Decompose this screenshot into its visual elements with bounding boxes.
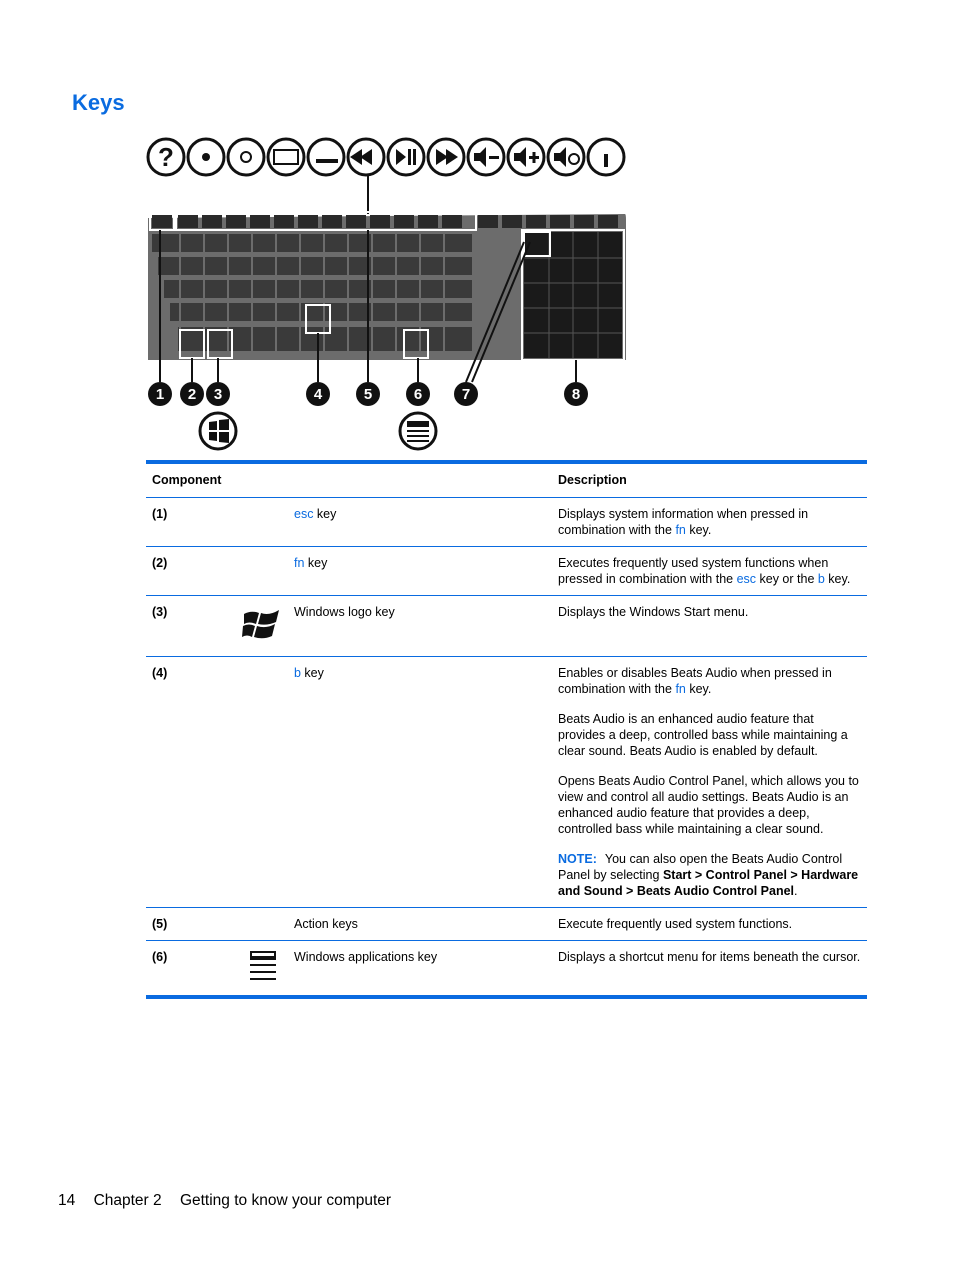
component-description: Enables or disables Beats Audio when pressed in combination with the fn key. Beats Audio is an enhanced audio feature that provides a deep, controlled bass while maintaining a clear sound. Beats Audio is enabled by default. Opens Beats Audio Control Panel, which allows you to view and control all audio settings. Beats Audio is an enhanced audio feature that provides a deep, controlled bass while maintaining a clear sound. NOTE: You can also open the Beats Audio Control Panel by selecting Start > Control Panel > Hardware and Sound > Beats Audio Control Panel. <box>552 657 867 908</box>
callout-6 <box>406 382 430 406</box>
svg-text:?: ? <box>158 142 174 172</box>
callout-7 <box>454 382 478 406</box>
svg-text:5: 5 <box>363 386 373 403</box>
component-description: Displays system information when pressed in combination with the fn key. <box>558 507 809 537</box>
applications-menu-icon <box>248 949 278 983</box>
table-row <box>146 498 867 547</box>
row-number: (4) <box>152 666 168 680</box>
component-name: b key <box>294 666 324 680</box>
component-description: Displays a shortcut menu for items beneath the cursor. <box>558 950 861 964</box>
keyboard-figure <box>140 130 640 460</box>
table-row <box>146 657 867 908</box>
svg-text:6: 6 <box>413 386 423 403</box>
header-description: Description <box>558 473 627 487</box>
action-key-icons <box>148 139 624 175</box>
svg-text:3: 3 <box>213 386 223 403</box>
component-name: esc key <box>294 507 337 521</box>
table-header-row <box>146 462 867 498</box>
component-name: Windows logo key <box>294 605 395 619</box>
component-description: Executes frequently used system functions when pressed in combination with the esc key or the b key. <box>558 556 851 586</box>
svg-text:4: 4 <box>313 386 323 403</box>
component-description: Execute frequently used system functions. <box>558 917 793 931</box>
callout-4 <box>306 382 330 406</box>
callout-3 <box>206 382 230 406</box>
row-number: (3) <box>152 605 168 619</box>
row-number: (5) <box>152 917 168 931</box>
row-number: (2) <box>152 556 168 570</box>
component-name: fn key <box>294 556 328 570</box>
page-number: 14 <box>58 1192 76 1209</box>
table-row <box>146 941 867 998</box>
brightness-up-icon <box>228 139 264 175</box>
page-footer <box>58 1192 405 1210</box>
svg-text:8: 8 <box>571 386 581 403</box>
row-number: (1) <box>152 507 168 521</box>
callout-1 <box>148 382 172 406</box>
applications-key-icon <box>400 413 436 449</box>
table-row <box>146 908 867 941</box>
callout-8 <box>564 382 588 406</box>
windows-logo-icon <box>242 606 282 644</box>
svg-text:7: 7 <box>461 386 471 403</box>
table-row <box>146 596 867 657</box>
callout-2 <box>180 382 204 406</box>
page-heading: Keys <box>72 90 125 115</box>
table-row <box>146 547 867 596</box>
row-number: (6) <box>152 950 168 964</box>
callout-5 <box>356 382 380 406</box>
component-name: Windows applications key <box>294 950 438 964</box>
svg-text:1: 1 <box>155 386 165 403</box>
component-description: Displays the Windows Start menu. <box>558 605 749 619</box>
chapter-title: Getting to know your computer <box>179 1192 392 1209</box>
header-component: Component <box>152 473 222 487</box>
svg-text:2: 2 <box>187 386 197 403</box>
keyboard-backlight-icon <box>308 139 344 175</box>
chapter-label: Chapter 2 <box>93 1192 162 1209</box>
note: NOTE: You can also open the Beats Audio Control Panel by selecting Start > Control Panel > Hardware and Sound > Beats Audio Control Panel. <box>558 852 859 898</box>
component-name: Action keys <box>294 917 358 931</box>
keyboard-illustration <box>148 214 626 360</box>
component-table <box>146 460 867 999</box>
windows-logo-key-icon <box>200 413 236 449</box>
